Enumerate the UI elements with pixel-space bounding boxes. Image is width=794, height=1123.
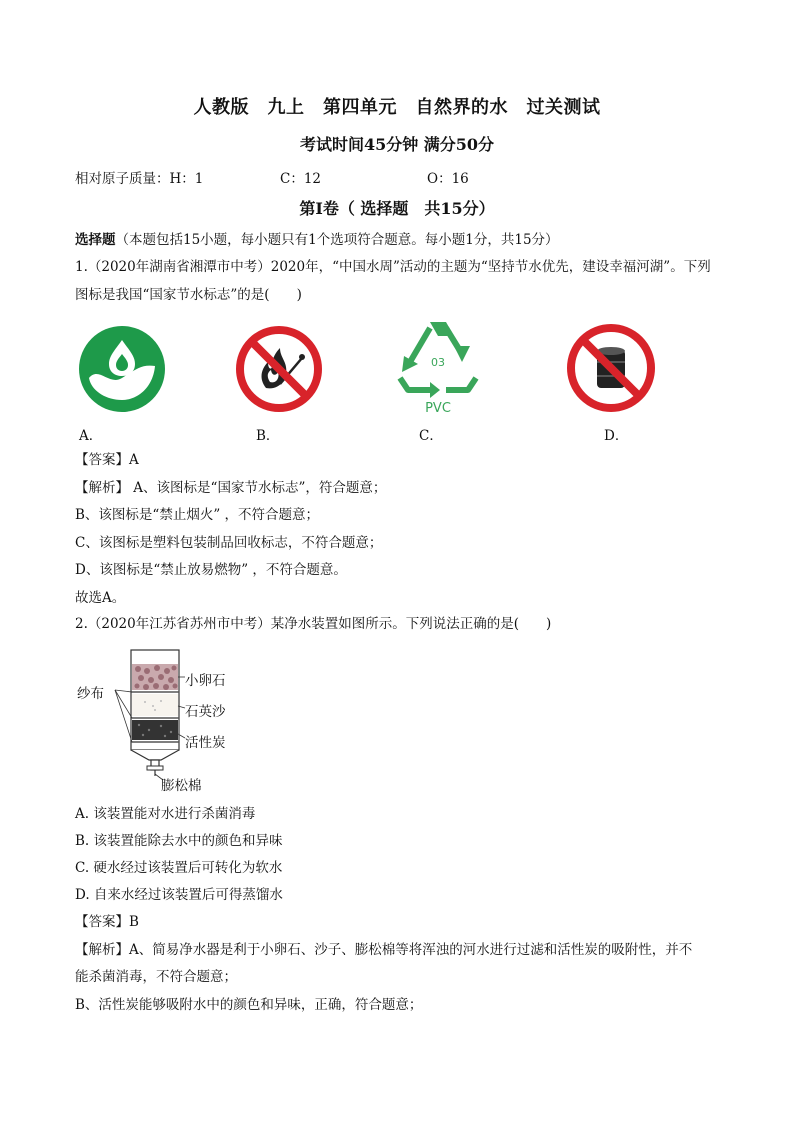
instructions-text: （本题包括15小题，每小题只有1个选项符合题意。每小题1分，共15分） [115, 232, 559, 248]
atomic-mass-h: 相对原子质量：H：1 [75, 171, 204, 187]
recycle-number: 03 [431, 356, 445, 369]
recycle-icon [392, 316, 484, 418]
q1-option-b: B． [256, 428, 280, 444]
q1-stem-line2: 图标是我国“国家节水标志”的是( ) [75, 287, 302, 303]
instructions-bold: 选择题 [75, 232, 116, 248]
q1-analysis-5: 故选A。 [75, 590, 126, 606]
q2-stem: 2.（2020年江苏省苏州市中考）某净水装置如图所示。下列说法正确的是( ) [75, 616, 552, 632]
label-gauze: 纱布 [77, 686, 104, 702]
q1-analysis-3: C、该图标是塑料包装制品回收标志，不符合题意； [75, 535, 383, 551]
label-cotton: 膨松棉 [161, 778, 202, 794]
document-subtitle: 考试时间45分钟 满分50分 [299, 135, 495, 154]
no-flammable-icon [567, 324, 655, 412]
section-title: 第Ⅰ卷（ 选择题 共15分） [299, 199, 495, 218]
atomic-mass-c: C：12 [280, 171, 322, 187]
instructions [75, 230, 559, 250]
label-carbon: 活性炭 [185, 735, 226, 751]
q1-analysis-1: 【解析】 A、该图标是“国家节水标志”，符合题意； [75, 480, 387, 496]
q1-option-d: D． [604, 428, 629, 444]
atomic-mass-o: O：16 [427, 171, 469, 187]
q1-analysis-4: D、该图标是“禁止放易燃物” ，不符合题意。 [75, 562, 347, 578]
q2-option-a: A. 该装置能对水进行杀菌消毒 [75, 806, 256, 822]
q2-analysis-3: B、活性炭能够吸附水中的颜色和异味，正确，符合题意； [75, 997, 423, 1013]
q2-option-c: C. 硬水经过该装置后可转化为软水 [75, 860, 283, 876]
document-title: 人教版 九上 第四单元 自然界的水 过关测试 [193, 97, 601, 118]
q2-option-d: D. 自来水经过该装置后可得蒸馏水 [75, 887, 283, 903]
q2-option-b: B. 该装置能除去水中的颜色和异味 [75, 833, 283, 849]
water-saving-icon [79, 326, 165, 412]
q1-option-c: C． [419, 428, 443, 444]
q1-stem-line1: 1.（2020年湖南省湘潭市中考）2020年，“中国水周”活动的主题为“坚持节水优先，建设幸福河湖”。下列 [75, 259, 711, 275]
label-pebbles: 小卵石 [185, 673, 226, 689]
label-quartz: 石英沙 [185, 704, 226, 720]
no-fire-icon [236, 326, 322, 412]
water-purifier-figure [75, 646, 245, 796]
q2-answer: 【答案】B [75, 914, 139, 930]
q1-answer: 【答案】A [75, 452, 139, 468]
q2-analysis-1: 【解析】A、简易净水器是利于小卵石、沙子、膨松棉等将浑浊的河水进行过滤和活性炭的吸附性，并不 [75, 942, 693, 958]
recycle-text: PVC [425, 401, 451, 416]
q2-analysis-2: 能杀菌消毒，不符合题意； [75, 969, 237, 985]
q1-analysis-2: B、该图标是“禁止烟火” ，不符合题意； [75, 507, 320, 523]
q1-option-a: A． [79, 428, 103, 444]
